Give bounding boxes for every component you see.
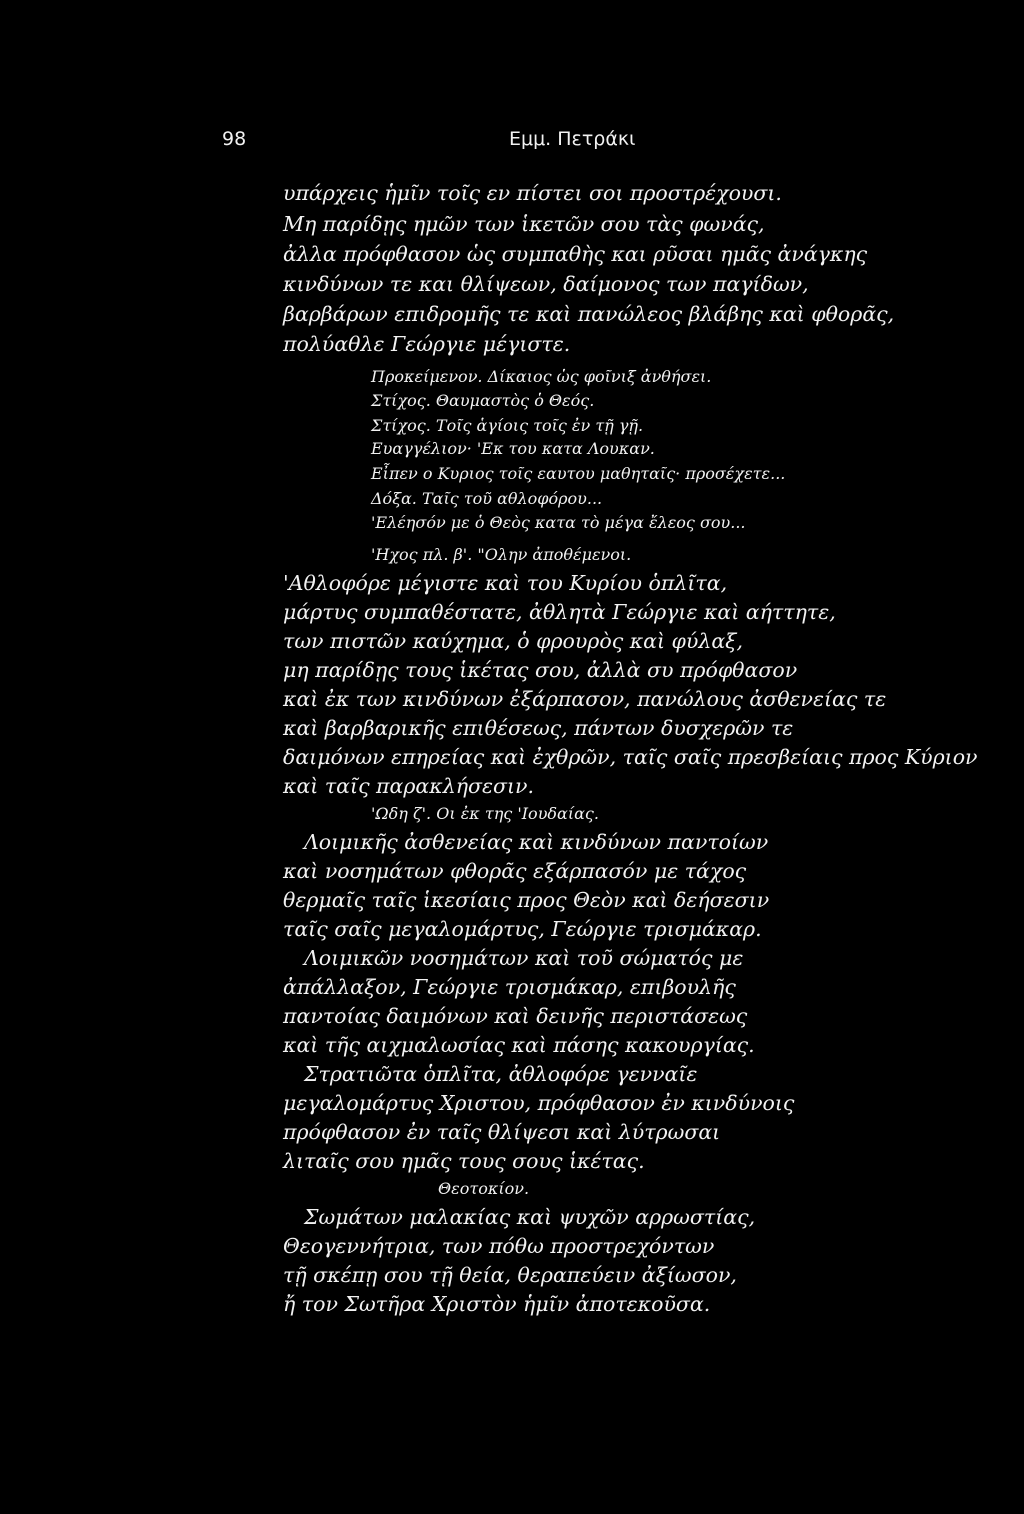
text-line: κινδύνων τε και θλίψεων, δαίμονος των παγίδων, <box>283 272 809 296</box>
theotokion-line: ἤ τον Σωτῆρα Χριστὸν ἡμῖν ἀποτεκοῦσα. <box>283 1292 711 1316</box>
gospel-line: Ευαγγέλιον· 'Εκ του κατα Λουκαν. <box>371 439 655 458</box>
troparion-line: ταῖς σαῖς μεγαλομάρτυς, Γεώργιε τρισμάκαρ. <box>283 917 762 941</box>
troparion-line: καὶ τῆς αιχμαλωσίας καὶ πάσης κακουργίας. <box>283 1033 755 1057</box>
theotokion-heading: Θεοτοκίον. <box>438 1179 530 1198</box>
page-number: 98 <box>222 128 247 150</box>
psalm-line: 'Ελέησόν με ὁ Θεὸς κατα τὸ μέγα ἔλεος σου... <box>371 513 746 532</box>
hymn-line: 'Αθλοφόρε μέγιστε καὶ του Κυρίου ὁπλῖτα, <box>283 571 728 595</box>
theotokion-line: τῇ σκέπῃ σου τῇ θεία, θεραπεύειν ἀξίωσον, <box>283 1263 737 1287</box>
hymn-line: καὶ βαρβαρικῆς επιθέσεως, πάντων δυσχερῶν τε <box>283 716 794 740</box>
troparion-line: παντοίας δαιμόνων καὶ δεινῆς περιστάσεως <box>283 1004 748 1028</box>
stichos-line: Στίχος. Τοῖς ἁγίοις τοῖς ἐν τῇ γῇ. <box>371 416 644 435</box>
theotokion-line: Σωμάτων μαλακίας καὶ ψυχῶν αρρωστίας, <box>304 1205 756 1229</box>
tone-line: 'Ηχος πλ. β'. "Ολην ἀποθέμενοι. <box>371 545 632 564</box>
page-header <box>0 128 1024 158</box>
hymn-line: μη παρίδῃς τους ἱκέτας σου, ἀλλὰ συ πρόφθασον <box>283 658 798 682</box>
troparion-line: μεγαλομάρτυς Χριστου, πρόφθασον ἐν κινδύνοις <box>283 1091 795 1115</box>
text-line: βαρβάρων επιδρομῆς τε καὶ πανώλεος βλάβης καὶ φθορᾶς, <box>283 302 895 326</box>
prokeimenon-line: Προκείμενον. Δίκαιος ὡς φοῖνιξ ἀνθήσει. <box>371 367 712 386</box>
troparion-line: θερμαῖς ταῖς ἱκεσίαις προς Θεὸν καὶ δεήσεσιν <box>283 888 770 912</box>
theotokion-line: Θεογεννήτρια, των πόθω προστρεχόντων <box>283 1234 715 1258</box>
doxa-line: Δόξα. Ταῖς τοῦ αθλοφόρου... <box>371 489 603 508</box>
running-title: Εμμ. Πετράκι <box>509 128 636 150</box>
troparion-line: Στρατιῶτα ὁπλῖτα, ἀθλοφόρε γενναῖε <box>304 1062 698 1086</box>
troparion-line: ἀπάλλαξον, Γεώργιε τρισμάκαρ, επιβουλῆς <box>283 975 736 999</box>
stichos-line: Στίχος. Θαυμαστὸς ὁ Θεός. <box>371 391 595 410</box>
hymn-line: των πιστῶν καύχημα, ὁ φρουρὸς καὶ φύλαξ, <box>283 629 743 653</box>
text-line: πολύαθλε Γεώργιε μέγιστε. <box>283 332 571 356</box>
ode-heading: 'Ωδη ζ'. Οι ἐκ της 'Ιουδαίας. <box>371 804 599 823</box>
troparion-line: Λοιμικῆς ἀσθενείας καὶ κινδύνων παντοίων <box>304 830 769 854</box>
hymn-line: δαιμόνων επηρείας καὶ ἐχθρῶν, ταῖς σαῖς πρεσβείαις προς Κύριον <box>283 745 978 769</box>
troparion-line: Λοιμικῶν νοσημάτων καὶ τοῦ σώματός με <box>304 946 744 970</box>
text-line: ἀλλα πρόφθασον ὡς συμπαθὴς και ρῦσαι ημᾶς ἀνάγκης <box>283 242 868 266</box>
troparion-line: πρόφθασον ἐν ταῖς θλίψεσι καὶ λύτρωσαι <box>283 1120 721 1144</box>
hymn-line: μάρτυς συμπαθέστατε, ἀθλητὰ Γεώργιε καὶ αήττητε, <box>283 600 836 624</box>
hymn-line: καὶ ταῖς παρακλήσεσιν. <box>283 774 534 798</box>
hymn-line: καὶ ἐκ των κινδύνων ἐξάρπασον, πανώλους ἀσθενείας τε <box>283 687 887 711</box>
text-line: υπάρχεις ἡμῖν τοῖς εν πίστει σοι προστρέχουσι. <box>283 181 782 205</box>
gospel-line: Εἶπεν ο Κυριος τοῖς εαυτου μαθηταῖς· προσέχετε... <box>371 464 786 483</box>
troparion-line: λιταῖς σου ημᾶς τους σους ἱκέτας. <box>283 1149 645 1173</box>
text-line: Μη παρίδῃς ημῶν των ἱκετῶν σου τὰς φωνάς, <box>283 212 765 236</box>
troparion-line: καὶ νοσημάτων φθορᾶς εξάρπασόν με τάχος <box>283 859 747 883</box>
